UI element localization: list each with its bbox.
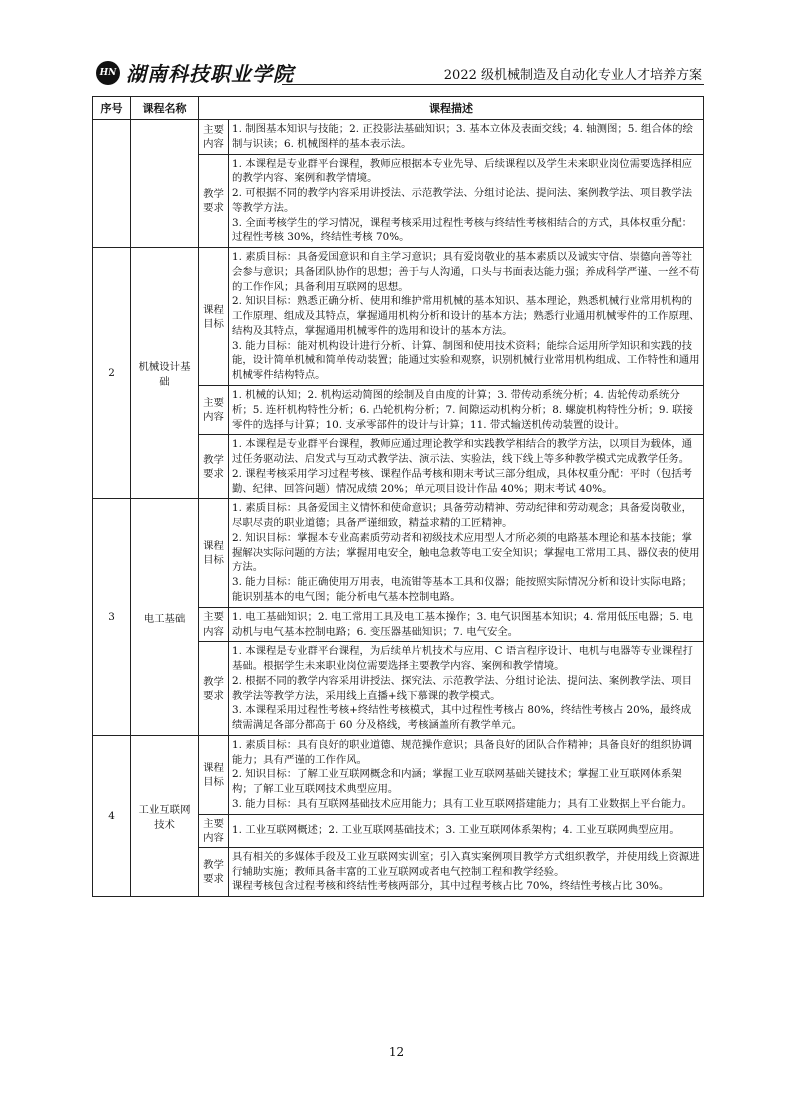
teaching-item: 1. 本课程是专业群平台课程，为后续单片机技术与应用、C 语言程序设计、电机与电器等专业课程打基础。根据学生未来职业岗位需要选择主要教学内容、案例和教学情境。 — [232, 645, 693, 673]
header-serial-number: 序号 — [93, 97, 131, 120]
table-row — [93, 120, 704, 155]
teaching-item: 1. 本课程是专业群平台课程，教师应根据本专业先导、后续课程以及学生未来职业岗位需要选择相应的教学内容、案例和教学情境。 — [232, 157, 693, 185]
page-number: 12 — [388, 1045, 405, 1059]
school-logo — [96, 58, 294, 87]
course-name-cell: 电工基础 — [131, 499, 199, 735]
header-course-name: 课程名称 — [131, 97, 199, 120]
header-divider — [282, 84, 704, 85]
teaching-requirements — [229, 435, 704, 499]
course-number-cell: 3 — [93, 499, 131, 735]
goal-item: 1. 素质目标：具备爱国主义情怀和使命意识；具备劳动精神、劳动纪律和劳动观念；具备爱岗敬业，尽职尽责的职业道德；具备严谨细致，精益求精的工匠精神。 — [232, 502, 693, 530]
row-label-goals: 课程目标 — [199, 248, 229, 386]
course-content-text: 1. 电工基础知识；2. 电工常用工具及电工基本操作；3. 电气识图基本知识；4. 常用低压电器；5. 电动机与电气基本控制电路；6. 变压器基础知识；7. 电气安全。 — [229, 607, 704, 642]
goal-item: 3. 能力目标：能对机构设计进行分析、计算、制图和使用技术资料；能综合运用所学知识和实践的技能，设计简单机械和简单传动装置；能通过实验和观察，识别机械行业常用机构组成、工作特性和通用机械零件结构特点。 — [232, 339, 700, 382]
row-label-goals: 课程目标 — [199, 735, 229, 814]
course-content-text: 1. 机械的认知；2. 机构运动简图的绘制及自由度的计算；3. 带传动系统分析；4. 齿轮传动系统分析；5. 连杆机构特性分析；6. 凸轮机构分析；7. 间隙运动机构分析；8. 螺旋机构特性分析；9. 联接零件的选择与计算；10. 支承零部件的设计与计算；11. 带式输送机传动装置的设计。 — [229, 386, 704, 435]
teaching-item: 3. 全面考核学生的学习情况，课程考核采用过程性考核与终结性考核相结合的方式，具体权重分配：过程性考核 30%，终结性考核 70%。 — [232, 216, 693, 244]
course-name-cell: 机械设计基础 — [131, 248, 199, 499]
teaching-item: 课程考核包含过程考核和终结性考核两部分，其中过程考核占比 70%，终结性考核占比 30%。 — [232, 880, 670, 893]
course-name-cell — [131, 120, 199, 248]
teaching-item: 2. 课程考核采用学习过程考核、课程作品考核和期末考试三部分组成，具体权重分配：平时（包括考勤、纪律、回答问题）情况成绩 20%；单元项目设计作品 40%；期末考试 40%。 — [232, 467, 693, 495]
course-goals — [229, 735, 704, 814]
teaching-item: 2. 根据不同的教学内容采用讲授法、探究法、示范教学法、分组讨论法、提问法、案例教学法、项目教学法等教学方法，采用线上直播+线下慕课的教学模式。 — [232, 674, 693, 702]
table-row — [93, 248, 704, 386]
goal-item: 1. 素质目标：具有良好的职业道德、规范操作意识；具备良好的团队合作精神；具备良好的组织协调能力；具有严谨的工作作风。 — [232, 738, 693, 766]
course-content-text: 1. 工业互联网概述；2. 工业互联网基础技术；3. 工业互联网体系架构；4. 工业互联网典型应用。 — [229, 814, 704, 847]
teaching-requirements — [229, 847, 704, 896]
document-title: 2022 级机械制造及自动化专业人才培养方案 — [443, 68, 702, 83]
teaching-item: 1. 本课程是专业群平台课程，教师应通过理论教学和实践教学相结合的教学方法，以项目为载体，通过任务驱动法、启发式与互动式教学法、演示法、实验法，线下线上等多种教学模式完成教学任务。 — [232, 438, 693, 466]
goal-item: 3. 能力目标：具有互联网基础技术应用能力；具有工业互联网搭建能力；具有工业数据上平台能力。 — [232, 797, 693, 810]
table-header-row — [93, 97, 704, 120]
teaching-item: 3. 本课程采用过程性考核+终结性考核模式，其中过程性考核占 80%，终结性考核占 20%，最终成绩需满足各部分都高于 60 分及格线，考核涵盖所有教学单元。 — [232, 704, 692, 732]
row-label-goals: 课程目标 — [199, 499, 229, 607]
course-name-cell: 工业互联网技术 — [131, 735, 199, 896]
row-label-teaching: 教学要求 — [199, 154, 229, 248]
course-goals — [229, 499, 704, 607]
school-seal-icon: HN — [96, 61, 120, 85]
goal-item: 2. 知识目标：熟悉正确分析、使用和维护常用机械的基本知识、基本理论，熟悉机械行业常用机构的工作原理、组成及其特点，掌握通用机构分析和设计的基本方法；熟悉行业通用机械零件的工作原理、结构及其特点，掌握通用机械零件的选用和设计的基本方法。 — [232, 295, 700, 337]
teaching-item: 2. 可根据不同的教学内容采用讲授法、示范教学法、分组讨论法、提问法、案例教学法、项目教学法等教学方法。 — [232, 187, 693, 214]
course-number-cell — [93, 120, 131, 248]
row-label-content: 主要内容 — [199, 814, 229, 847]
row-label-teaching: 教学要求 — [199, 642, 229, 736]
goal-item: 1. 素质目标：具备爱国意识和自主学习意识；具有爱岗敬业的基本素质以及诚实守信、崇德向善等社会参与意识；具备团队协作的思想；善于与人沟通，口头与书面表达能力强；养成科学严谨、一丝不苟的工作作风；具备利用互联网的思想。 — [232, 251, 700, 293]
header-course-description: 课程描述 — [199, 97, 704, 120]
course-table — [92, 96, 704, 897]
course-goals — [229, 248, 704, 386]
page-header — [92, 58, 704, 86]
course-number-cell: 2 — [93, 248, 131, 499]
row-label-content: 主要内容 — [199, 120, 229, 155]
row-label-teaching: 教学要求 — [199, 847, 229, 896]
teaching-item: 具有相关的多媒体手段及工业互联网实训室；引入真实案例项目教学方式组织教学，并使用线上资源进行辅助实施；教师具备丰富的工业互联网或者电气控制工程和教学经验。 — [232, 850, 700, 878]
row-label-content: 主要内容 — [199, 607, 229, 642]
course-number-cell: 4 — [93, 735, 131, 896]
row-label-content: 主要内容 — [199, 386, 229, 435]
course-content-text: 1. 制图基本知识与技能；2. 正投影法基础知识；3. 基本立体及表面交线；4. 轴测图；5. 组合体的绘制与识读；6. 机械图样的基本表示法。 — [229, 120, 704, 155]
table-row — [93, 735, 704, 814]
teaching-requirements — [229, 642, 704, 736]
teaching-requirements — [229, 154, 704, 248]
row-label-teaching: 教学要求 — [199, 435, 229, 499]
goal-item: 2. 知识目标：掌握本专业高素质劳动者和初级技术应用型人才所必须的电路基本理论和基本技能；掌握解决实际问题的方法；掌握用电安全，触电急救等电工安全知识；掌握电工常用工具、器仪表的使用方法。 — [232, 531, 700, 574]
goal-item: 2. 知识目标：了解工业互联网概念和内涵；掌握工业互联网基础关键技术；掌握工业互联网体系架构；了解工业互联网技术典型应用。 — [232, 768, 682, 796]
table-row — [93, 499, 704, 607]
goal-item: 3. 能力目标：能正确使用万用表，电流钳等基本工具和仪器；能按照实际情况分析和设计实际电路；能识别基本的电气图；能分析电气基本控制电路。 — [232, 576, 693, 603]
school-name-calligraphy: 湖南科技职业学院 — [126, 62, 294, 86]
